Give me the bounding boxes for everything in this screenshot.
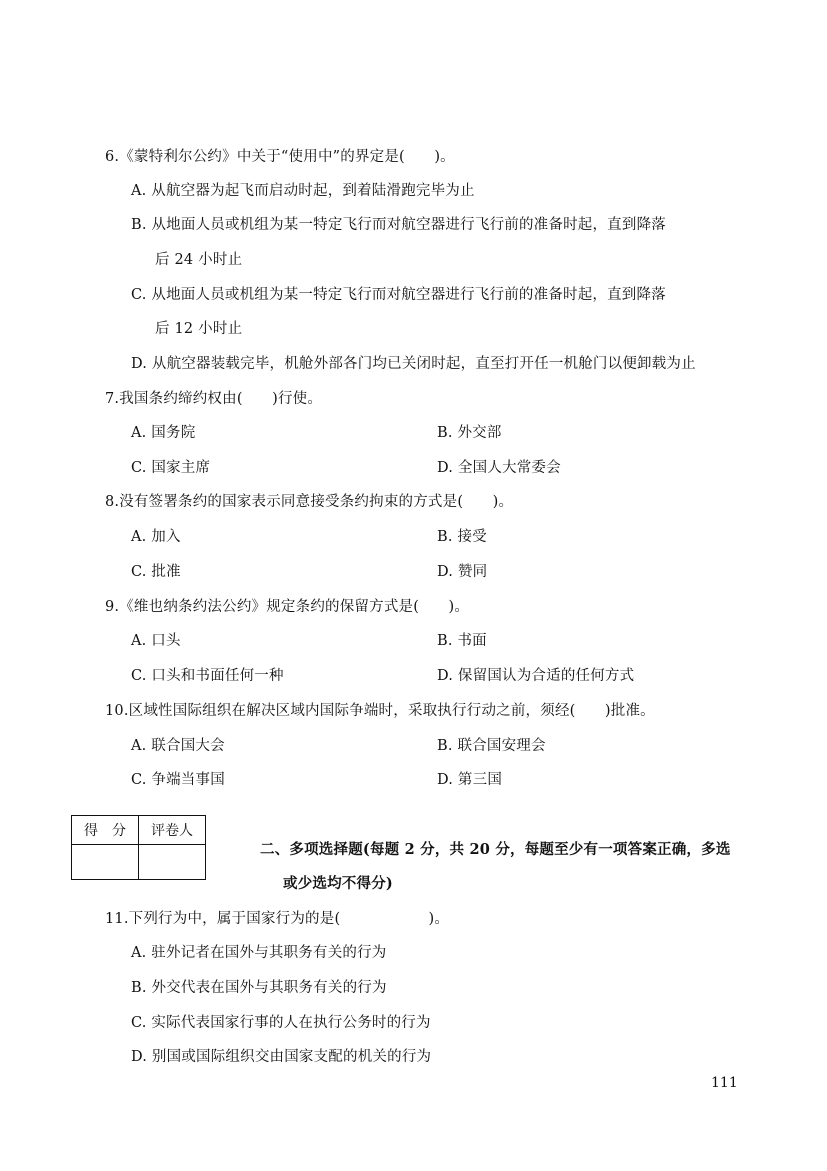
question-9-option-a: A. 口头 — [131, 633, 181, 649]
question-6-option-d: D. 从航空器装载完毕，机舱外部各门均已关闭时起，直至打开任一机舱门以便卸载为止 — [131, 356, 696, 372]
question-8-stem: 8.没有签署条约的国家表示同意接受条约拘束的方式是( )。 — [105, 494, 514, 510]
question-8-option-a: A. 加入 — [131, 529, 181, 545]
section-2-heading-line1: 二、多项选择题(每题 2 分，共 20 分，每题至少有一项答案正确，多选 — [260, 841, 731, 858]
question-10-option-d: D. 第三国 — [437, 772, 503, 788]
question-8-option-b: B. 接受 — [437, 529, 487, 545]
question-8-option-d: D. 赞同 — [437, 564, 488, 580]
question-9-option-b: B. 书面 — [437, 633, 487, 649]
question-10-option-a: A. 联合国大会 — [131, 738, 225, 754]
question-6-option-b-line1: B. 从地面人员或机组为某一特定飞行而对航空器进行飞行前的准备时起，直到降落 — [131, 217, 666, 233]
grader-cell — [139, 845, 206, 880]
question-10-stem: 10.区域性国际组织在解决区域内国际争端时，采取执行行动之前，须经( )批准。 — [105, 703, 655, 719]
question-7-option-a: A. 国务院 — [131, 425, 196, 441]
grader-header: 评卷人 — [139, 816, 206, 845]
question-11-option-b: B. 外交代表在国外与其职务有关的行为 — [131, 980, 387, 996]
question-8-option-c: C. 批准 — [131, 564, 181, 580]
question-7-option-d: D. 全国人大常委会 — [437, 460, 561, 476]
question-7-option-c: C. 国家主席 — [131, 460, 211, 476]
question-6-option-a: A. 从航空器为起飞而启动时起，到着陆滑跑完毕为止 — [131, 183, 475, 199]
question-11-stem: 11.下列行为中，属于国家行为的是( )。 — [105, 911, 450, 927]
question-11-option-c: C. 实际代表国家行事的人在执行公务时的行为 — [131, 1015, 431, 1031]
question-6-option-c-line2: 后 12 小时止 — [155, 321, 243, 337]
score-header: 得 分 — [72, 816, 139, 845]
score-cell — [72, 845, 139, 880]
question-10-option-c: C. 争端当事国 — [131, 772, 225, 788]
page-number: 111 — [711, 1075, 738, 1091]
section-2-heading-line2: 或少选均不得分) — [283, 875, 393, 892]
question-11-option-a: A. 驻外记者在国外与其职务有关的行为 — [131, 945, 387, 961]
question-6-option-c-line1: C. 从地面人员或机组为某一特定飞行而对航空器进行飞行前的准备时起，直到降落 — [131, 287, 666, 303]
question-11-option-d: D. 别国或国际组织交由国家支配的机关的行为 — [131, 1049, 432, 1065]
question-7-stem: 7.我国条约缔约权由( )行使。 — [105, 391, 323, 407]
question-6-option-b-line2: 后 24 小时止 — [155, 252, 243, 268]
question-7-option-b: B. 外交部 — [437, 425, 502, 441]
question-9-stem: 9.《维也纳条约法公约》规定条约的保留方式是( )。 — [105, 599, 470, 615]
score-table — [71, 815, 206, 880]
question-9-option-c: C. 口头和书面任何一种 — [131, 668, 284, 684]
question-10-option-b: B. 联合国安理会 — [437, 738, 546, 754]
question-6-stem: 6.《蒙特利尔公约》中关于“使用中”的界定是( )。 — [105, 149, 455, 165]
question-9-option-d: D. 保留国认为合适的任何方式 — [437, 668, 635, 684]
